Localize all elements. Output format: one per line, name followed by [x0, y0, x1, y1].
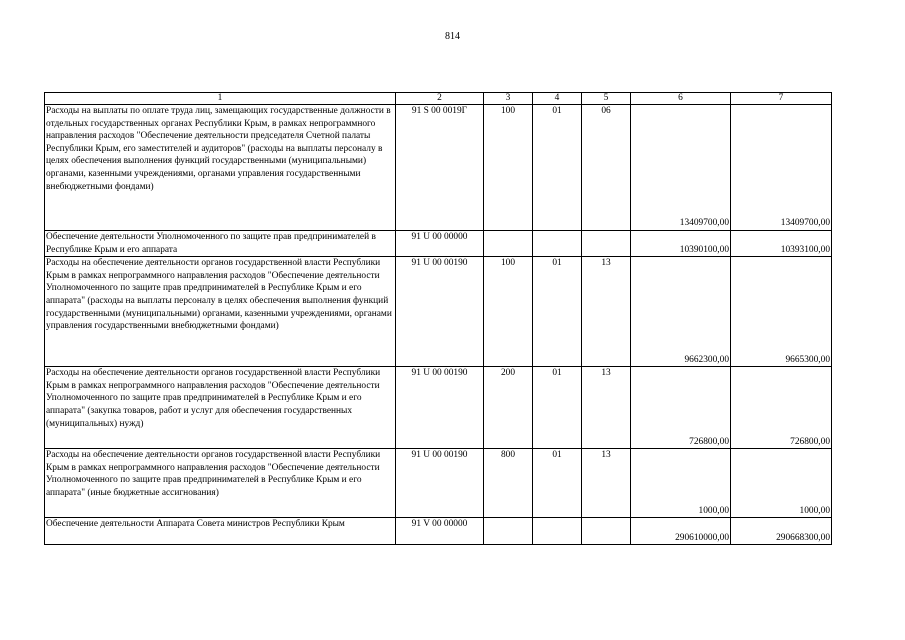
row-code: 91 V 00 00000	[396, 518, 484, 545]
table-row	[45, 449, 832, 518]
row-col4: 01	[533, 105, 582, 231]
row-col3: 100	[484, 105, 533, 231]
row-col3: 200	[484, 367, 533, 449]
row-code: 91 U 00 00190	[396, 449, 484, 518]
table-row	[45, 105, 832, 231]
header-row	[45, 93, 832, 105]
column-header: 4	[533, 93, 582, 105]
row-col3: 800	[484, 449, 533, 518]
row-col4: 01	[533, 257, 582, 367]
column-header: 5	[582, 93, 631, 105]
row-code: 91 U 00 00190	[396, 367, 484, 449]
row-description: Расходы на обеспечение деятельности органов государственной власти Республики Крым в рамках непрограммного направления расходов "Обеспечение деятельности Уполномоченного по защите прав предпринимателей в Республике Крым и его аппарата" (закупка товаров, работ и услуг для обеспечения государственных (муниципальных) нужд)	[45, 367, 396, 449]
row-amount-col6: 1000,00	[631, 449, 731, 518]
column-header: 2	[396, 93, 484, 105]
row-description: Обеспечение деятельности Аппарата Совета министров Республики Крым	[45, 518, 396, 545]
row-col4: 01	[533, 449, 582, 518]
row-col3	[484, 231, 533, 257]
row-code: 91 S 00 0019Г	[396, 105, 484, 231]
table-row	[45, 367, 832, 449]
row-amount-col6: 9662300,00	[631, 257, 731, 367]
row-amount-col6: 726800,00	[631, 367, 731, 449]
row-amount-col7: 290668300,00	[731, 518, 832, 545]
row-col3: 100	[484, 257, 533, 367]
row-description: Расходы на обеспечение деятельности органов государственной власти Республики Крым в рамках непрограммного направления расходов "Обеспечение деятельности Уполномоченного по защите прав предпринимателей в Республике Крым и его аппарата" (расходы на выплаты персоналу в целях обеспечения выполнения функций государственными (муниципальными) органами, казенными учреждениями, органами управления государственными внебюджетными фондами)	[45, 257, 396, 367]
row-col3	[484, 518, 533, 545]
row-col4	[533, 231, 582, 257]
row-col5	[582, 518, 631, 545]
row-code: 91 U 00 00000	[396, 231, 484, 257]
row-description: Расходы на обеспечение деятельности органов государственной власти Республики Крым в рамках непрограммного направления расходов "Обеспечение деятельности Уполномоченного по защите прав предпринимателей в Республике Крым и его аппарата" (иные бюджетные ассигнования)	[45, 449, 396, 518]
row-col5: 13	[582, 257, 631, 367]
row-code: 91 U 00 00190	[396, 257, 484, 367]
column-header: 3	[484, 93, 533, 105]
row-amount-col7: 9665300,00	[731, 257, 832, 367]
row-col5	[582, 231, 631, 257]
row-amount-col7: 1000,00	[731, 449, 832, 518]
row-amount-col7: 10393100,00	[731, 231, 832, 257]
column-header: 6	[631, 93, 731, 105]
row-amount-col7: 726800,00	[731, 367, 832, 449]
row-amount-col6: 13409700,00	[631, 105, 731, 231]
row-amount-col7: 13409700,00	[731, 105, 832, 231]
row-col5: 13	[582, 449, 631, 518]
row-amount-col6: 290610000,00	[631, 518, 731, 545]
row-description: Обеспечение деятельности Уполномоченного по защите прав предпринимателей в Республике Крым и его аппарата	[45, 231, 396, 257]
row-col4	[533, 518, 582, 545]
budget-table	[44, 92, 832, 545]
row-col5: 13	[582, 367, 631, 449]
column-header: 1	[45, 93, 396, 105]
table-row	[45, 257, 832, 367]
row-amount-col6: 10390100,00	[631, 231, 731, 257]
table-row	[45, 231, 832, 257]
row-col4: 01	[533, 367, 582, 449]
page-number: 814	[445, 31, 460, 42]
row-description: Расходы на выплаты по оплате труда лиц, замещающих государственные должности в отдельных государственных органах Республики Крым, в рамках непрограммного направления расходов "Обеспечение деятельности председателя Счетной палаты Республики Крым, его заместителей и аудиторов" (расходы на выплаты персоналу в целях обеспечения выполнения функций государственными (муниципальными) органами, казенными учреждениями, органами управления государственными внебюджетными фондами)	[45, 105, 396, 231]
column-header: 7	[731, 93, 832, 105]
table-row	[45, 518, 832, 545]
row-col5: 06	[582, 105, 631, 231]
